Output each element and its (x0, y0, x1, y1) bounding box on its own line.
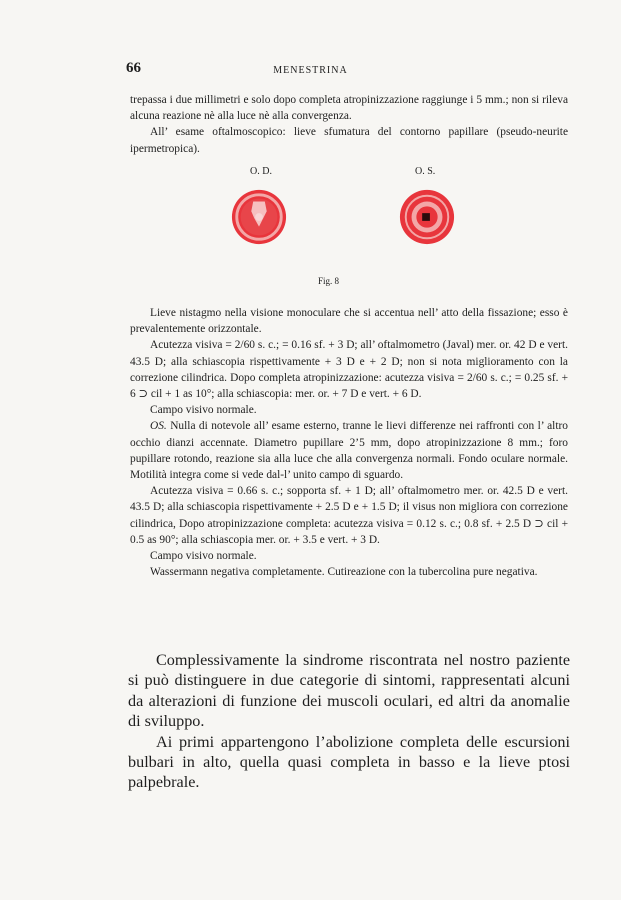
os-paragraph-1-text: Nulla di notevole all’ esame esterno, tranne le lievi differenze nei raffronti con l’ altro occhio dianzi accennate. Diametro pupillare 2’5 mm, dopo atropinizzazione 8 mm.; foro pupillare rotondo, reazione sia alla luce che alla convergenza normali. Fondo oculare normale. Motilità integra come si vede dal-l’ unito campo di sguardo. (130, 420, 568, 482)
main-text (128, 650, 570, 793)
od-paragraph-2: Acutezza visiva = 2/60 s. c.; = 0.16 sf. + 3 D; all’ oftalmometro (Javal) mer. or. 42 D e vert. 43.5 D; alla schiascopia rispettivamente + 3 D e + 2 D; non si nota miglioramento con la correzione cilindrica. Dopo completa atropinizzazione: acutezza visiva = 2/60 s. c.; = 0.25 sf. + 6 ⊃ cil + 1 as 10°; alla schiascopia: mer. or. + 7 D e vert. + 6 D. (130, 339, 568, 401)
label-od: O. D. (250, 166, 272, 177)
od-paragraph-1: Lieve nistagmo nella visione monoculare che si accentua nell’ atto della fissazione; esso è prevalentemente orizzontale. (130, 307, 568, 336)
figure-caption: Fig. 8 (317, 276, 339, 286)
top-paragraph-1: trepassa i due millimetri e solo dopo completa atropinizzazione raggiunge i 5 mm.; non si rileva alcuna reazione nè alla luce nè alla convergenza. (130, 94, 568, 123)
page-number: 66 (126, 60, 141, 76)
left-eye-fundus-figure (398, 188, 456, 246)
os-paragraph-2: Acutezza visiva = 0.66 s. c.; sopporta sf. + 1 D; all’ oftalmometro mer. or. 42.5 D e vert. 43.5 D; alla schiascopia rispettivamente + 2.5 D e + 1.5 D; il visus non migliora con correzione cilindrica, Dopo atropinizzazione completa: acutezza visiva = 0.12 s. c.; 0.8 sf. + 2.5 D ⊃ cil + 0.5 as 90°; alla schiascopia mer. or. + 3.5 e vert. + 3 D. (130, 485, 568, 546)
top-paragraph-2: All’ esame oftalmoscopico: lieve sfumatura del contorno papillare (pseudo-neurite ipermetropica). (130, 126, 568, 155)
os-label: OS. (150, 420, 167, 433)
os-paragraph-4: Wassermann negativa completamente. Cutireazione con la tubercolina pure negativa. (150, 566, 538, 579)
main-paragraph-2: Ai primi appartengono l’abolizione completa delle escursioni bulbari in alto, quella quasi completa in basso e la lieve ptosi palpebrale. (128, 732, 570, 792)
label-os: O. S. (415, 166, 436, 177)
os-paragraph-3: Campo visivo normale. (150, 550, 257, 563)
os-paragraph-1 (130, 418, 568, 483)
main-paragraph-1: Complessivamente la sindrome riscontrata nel nostro paziente si può distinguere in due categorie di sintomi, rappresentati alcuni da alterazioni di funzione dei muscoli oculari, ed altri da anomalie di sviluppo. (128, 651, 570, 731)
top-block (130, 92, 568, 157)
right-eye-fundus-figure (230, 188, 288, 246)
right-eye-block (130, 305, 568, 580)
od-paragraph-3: Campo visivo normale. (150, 404, 257, 417)
running-head: MENESTRINA (273, 65, 348, 76)
